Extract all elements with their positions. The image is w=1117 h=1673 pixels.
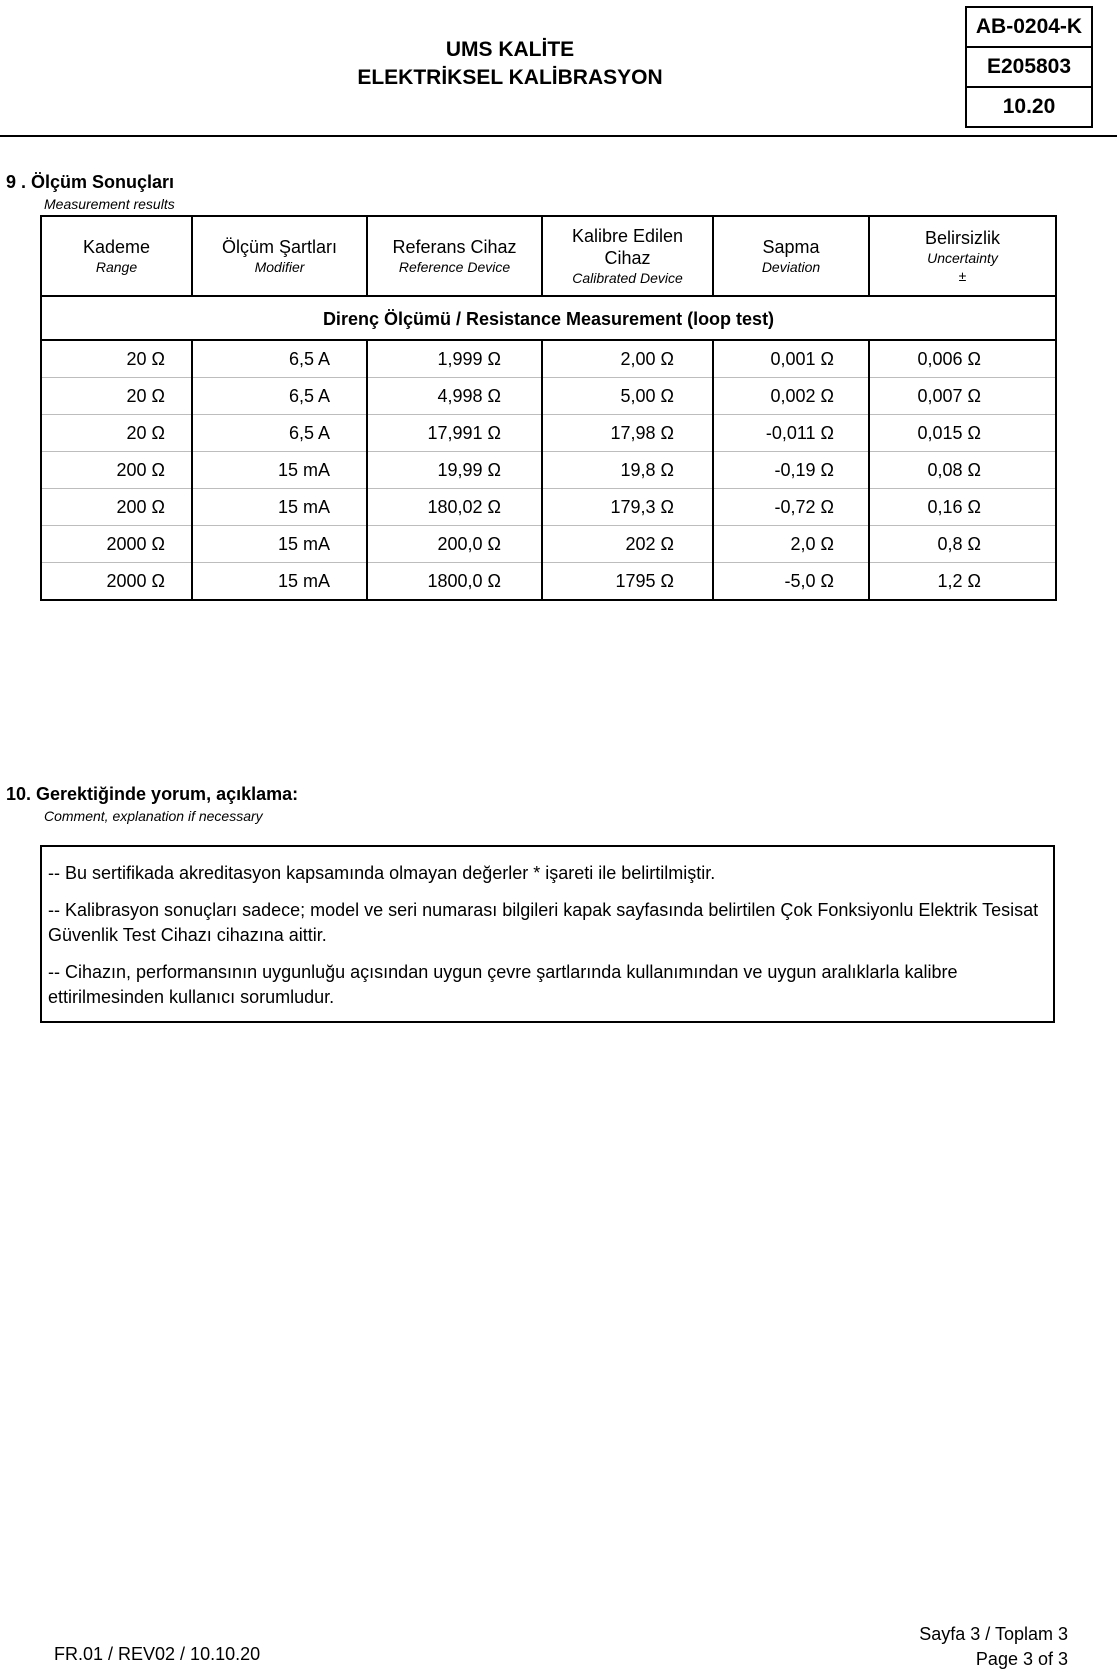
table-cell: -0,011 Ω: [713, 415, 869, 452]
section-10-title: 10. Gerektiğinde yorum, açıklama:: [6, 784, 299, 804]
table-cell: -5,0 Ω: [713, 563, 869, 601]
column-subtitle: Range: [95, 259, 138, 275]
org-line-1: UMS KALİTE: [445, 38, 575, 61]
table-cell: 2,00 Ω: [542, 340, 713, 378]
column-header-uncertainty: [869, 216, 1056, 296]
table-cell: 1795 Ω: [542, 563, 713, 601]
table-cell: 15 mA: [192, 452, 367, 489]
column-subtitle: Modifier: [254, 259, 305, 275]
table-row: [41, 526, 1056, 563]
table-row: [41, 563, 1056, 601]
table-cell: 19,99 Ω: [367, 452, 542, 489]
table-cell: 2000 Ω: [41, 526, 192, 563]
plus-minus-symbol: ±: [958, 268, 967, 284]
table-row: [41, 489, 1056, 526]
column-header-deviation: [713, 216, 869, 296]
table-cell: 0,08 Ω: [869, 452, 1056, 489]
measurement-group-row: [41, 296, 1056, 340]
organization-name: [300, 36, 720, 92]
column-title: Kalibre Edilen Cihaz: [571, 226, 684, 268]
table-row: [41, 452, 1056, 489]
form-revision-code: FR.01 / REV02 / 10.10.20: [54, 1644, 261, 1664]
table-row: [41, 340, 1056, 378]
table-row: [41, 378, 1056, 415]
column-subtitle: Uncertainty: [927, 250, 998, 266]
table-cell: 15 mA: [192, 563, 367, 601]
table-cell: 0,8 Ω: [869, 526, 1056, 563]
table-cell: 200 Ω: [41, 452, 192, 489]
comment-paragraph: -- Kalibrasyon sonuçları sadece; model ve seri numarası bilgileri kapak sayfasında belirtilen Çok Fonksiyonlu Elektrik Tesisat Güvenlik Test Cihazı cihazına aittir.: [48, 900, 1039, 945]
table-cell: 15 mA: [192, 489, 367, 526]
accreditation-code: AB-0204-K: [967, 8, 1091, 48]
table-header-row: [41, 216, 1056, 296]
table-cell: 0,002 Ω: [713, 378, 869, 415]
table-cell: 20 Ω: [41, 415, 192, 452]
issue-date-code: 10.20: [967, 88, 1091, 128]
table-cell: 2000 Ω: [41, 563, 192, 601]
table-cell: 200 Ω: [41, 489, 192, 526]
table-cell: -0,19 Ω: [713, 452, 869, 489]
table-cell: 0,16 Ω: [869, 489, 1056, 526]
header-divider: [0, 135, 1117, 137]
org-line-2: ELEKTRİKSEL KALİBRASYON: [357, 66, 663, 89]
table-cell: 6,5 A: [192, 415, 367, 452]
table-cell: 4,998 Ω: [367, 378, 542, 415]
table-cell: 1,2 Ω: [869, 563, 1056, 601]
table-cell: 200,0 Ω: [367, 526, 542, 563]
table-cell: 17,991 Ω: [367, 415, 542, 452]
table-cell: 6,5 A: [192, 340, 367, 378]
page-number-tr: Sayfa 3 / Toplam 3: [919, 1624, 1068, 1644]
table-cell: 0,015 Ω: [869, 415, 1056, 452]
table-row: [41, 415, 1056, 452]
column-title: Sapma: [762, 237, 820, 257]
section-9-subtitle: Measurement results: [44, 196, 175, 212]
column-header-reference-device: [367, 216, 542, 296]
comment-box: [40, 845, 1055, 1023]
section-10-subtitle: Comment, explanation if necessary: [44, 808, 263, 824]
table-cell: 20 Ω: [41, 340, 192, 378]
comment-paragraph: -- Cihazın, performansının uygunluğu açısından uygun çevre şartlarında kullanımından ve uygun aralıklarla kalibre ettirilmesinden kullanıcı sorumludur.: [48, 962, 958, 1007]
table-cell: 2,0 Ω: [713, 526, 869, 563]
table-cell: 180,02 Ω: [367, 489, 542, 526]
column-title: Referans Cihaz: [392, 237, 517, 257]
table-cell: 1,999 Ω: [367, 340, 542, 378]
table-cell: 0,001 Ω: [713, 340, 869, 378]
table-cell: 6,5 A: [192, 378, 367, 415]
section-9-title: 9 . Ölçüm Sonuçları: [6, 172, 175, 192]
column-header-range: [41, 216, 192, 296]
table-cell: 19,8 Ω: [542, 452, 713, 489]
certificate-number: E205803: [967, 48, 1091, 88]
measurement-results-table: [40, 215, 1057, 601]
table-cell: 1800,0 Ω: [367, 563, 542, 601]
comment-paragraph: -- Bu sertifikada akreditasyon kapsamında olmayan değerler * işareti ile belirtilmiştir.: [48, 863, 716, 883]
column-header-modifier: [192, 216, 367, 296]
column-title: Belirsizlik: [924, 228, 1000, 248]
table-cell: 20 Ω: [41, 378, 192, 415]
page-number: [919, 1622, 1068, 1672]
page-number-en: Page 3 of 3: [975, 1649, 1068, 1669]
table-cell: 17,98 Ω: [542, 415, 713, 452]
table-cell: -0,72 Ω: [713, 489, 869, 526]
document-code-box: [965, 6, 1093, 128]
column-title: Kademe: [82, 237, 151, 257]
table-cell: 15 mA: [192, 526, 367, 563]
table-cell: 5,00 Ω: [542, 378, 713, 415]
measurement-group-title: Direnç Ölçümü / Resistance Measurement (loop test): [41, 296, 1056, 340]
table-cell: 179,3 Ω: [542, 489, 713, 526]
column-subtitle: Reference Device: [398, 259, 511, 275]
column-header-calibrated-device: [542, 216, 713, 296]
table-cell: 0,007 Ω: [869, 378, 1056, 415]
column-subtitle: Deviation: [761, 259, 821, 275]
table-cell: 202 Ω: [542, 526, 713, 563]
table-cell: 0,006 Ω: [869, 340, 1056, 378]
column-subtitle: Calibrated Device: [572, 270, 683, 286]
column-title: Ölçüm Şartları: [221, 237, 338, 257]
